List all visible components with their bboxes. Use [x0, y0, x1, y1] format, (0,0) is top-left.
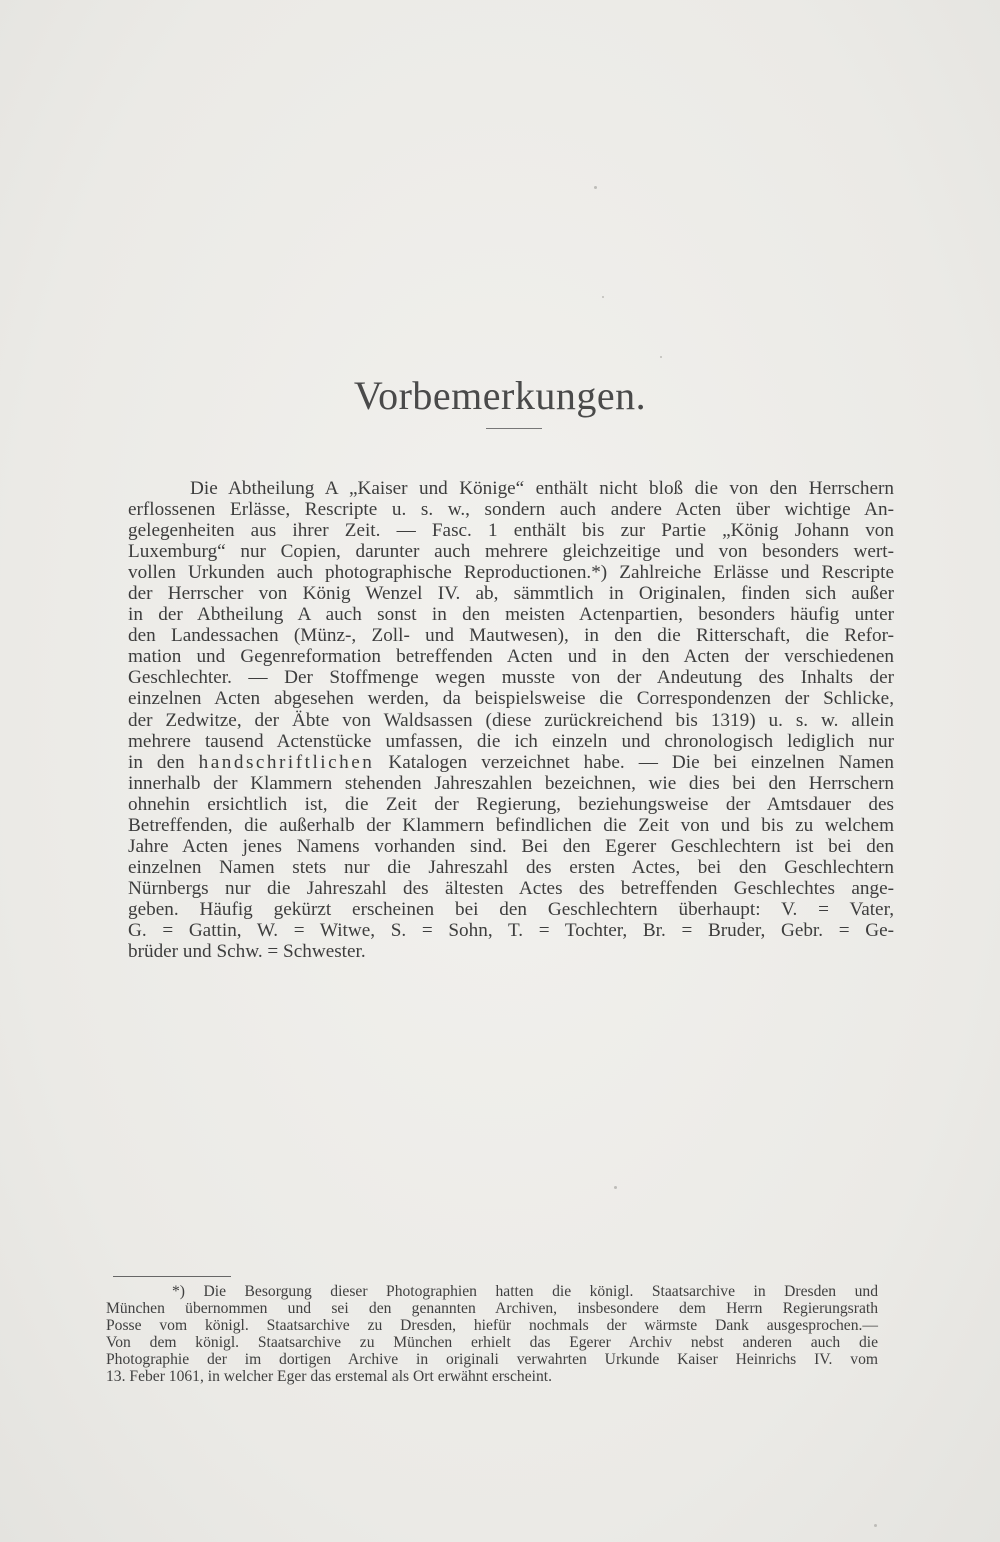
body-line: Geschlechter. — Der Stoffmenge wegen musste von der Andeutung des Inhalts der: [128, 667, 894, 689]
body-line: Nürnbergs nur die Jahreszahl des ältesten Actes des betreffenden Geschlechtes ange-: [128, 877, 894, 899]
paper-speck: [874, 1524, 877, 1527]
body-line: einzelnen Namen stets nur die Jahreszahl des ersten Actes, bei den Geschlechtern: [128, 856, 894, 878]
body-line: der Herrscher von König Wenzel IV. ab, sämmtlich in Originalen, finden sich außer: [128, 583, 894, 605]
body-line: einzelnen Acten abgesehen werden, da beispielsweise die Correspondenzen der Schlicke,: [128, 688, 894, 710]
paper-speck: [660, 356, 662, 358]
body-line: den Landessachen (Münz-, Zoll- und Mautwesen), in den die Ritterschaft, die Refor-: [128, 625, 894, 647]
body-line: erflossenen Erlässe, Rescripte u. s. w., sondern auch andere Acten über wichtige An-: [128, 499, 894, 521]
body-line: G. = Gattin, W. = Witwe, S. = Sohn, T. = Tochter, Br. = Bruder, Gebr. = Ge-: [128, 919, 894, 941]
footnote: [106, 1283, 878, 1386]
body-line: ohnehin ersichtlich ist, die Zeit der Regierung, beziehungsweise der Amtsdauer des: [128, 793, 894, 815]
body-line: Jahre Acten jenes Namens vorhanden sind. Bei den Egerer Geschlechtern ist bei den: [128, 835, 894, 857]
footnote-line: Von dem königl. Staatsarchive zu München erhielt das Egerer Archiv nebst anderen auch die: [106, 1334, 878, 1352]
footnote-line: München übernommen und sei den genannten Archiven, insbesondere dem Herrn Regierungsrath: [106, 1300, 878, 1318]
body-line: geben. Häufig gekürzt erscheinen bei den Geschlechtern überhaupt: V. = Vater,: [128, 898, 894, 920]
preface-body: [128, 478, 894, 962]
body-line: in der Abtheilung A auch sonst in den meisten Actenpartien, besonders häufig unter: [128, 604, 894, 626]
body-line: mation und Gegenreformation betreffenden Acten und in den Acten der verschiedenen: [128, 646, 894, 668]
footnote-line: Posse vom königl. Staatsarchive zu Dresden, hiefür nochmals der wärmste Dank ausgesprochen.—: [106, 1317, 878, 1335]
page-title: Vorbemerkungen.: [353, 372, 647, 418]
body-line: brüder und Schw. = Schwester.: [128, 941, 366, 963]
paper-speck: [602, 296, 604, 298]
title-divider: [486, 428, 542, 429]
footnote-line: Photographie der im dortigen Archive in originali verwahrten Urkunde Kaiser Heinrichs IV. vom: [106, 1351, 878, 1369]
body-line: vollen Urkunden auch photographische Reproductionen.*) Zahlreiche Erlässe und Rescripte: [128, 562, 894, 584]
paper-speck: [614, 1186, 617, 1189]
body-line: mehrere tausend Actenstücke umfassen, die ich einzeln und chronologisch lediglich nur: [128, 730, 894, 752]
footnote-line: *) Die Besorgung dieser Photographien hatten die königl. Staatsarchive in Dresden und: [172, 1283, 878, 1300]
body-line: Betreffenden, die außerhalb der Klammern befindlichen die Zeit von und bis zu welchem: [128, 814, 894, 836]
body-line: Die Abtheilung A „Kaiser und Könige“ enthält nicht bloß die von den Herrschern: [190, 478, 894, 499]
body-line: in den handschriftlichen Katalogen verzeichnet habe. — Die bei einzelnen Namen: [128, 751, 894, 773]
paper-speck: [594, 186, 597, 189]
footnote-line: 13. Feber 1061, in welcher Eger das erstemal als Ort erwähnt erscheint.: [106, 1368, 552, 1386]
body-line: der Zedwitze, der Äbte von Waldsassen (diese zurückreichend bis 1319) u. s. w. allein: [128, 709, 894, 731]
body-line: Luxemburg“ nur Copien, darunter auch mehrere gleichzeitige und von besonders wert-: [128, 541, 894, 563]
body-line: gelegenheiten aus ihrer Zeit. — Fasc. 1 enthält bis zur Partie „König Johann von: [128, 520, 894, 542]
footnote-divider: [113, 1276, 231, 1277]
body-line: innerhalb der Klammern stehenden Jahreszahlen bezeichnen, wie dies bei den Herrschern: [128, 772, 894, 794]
